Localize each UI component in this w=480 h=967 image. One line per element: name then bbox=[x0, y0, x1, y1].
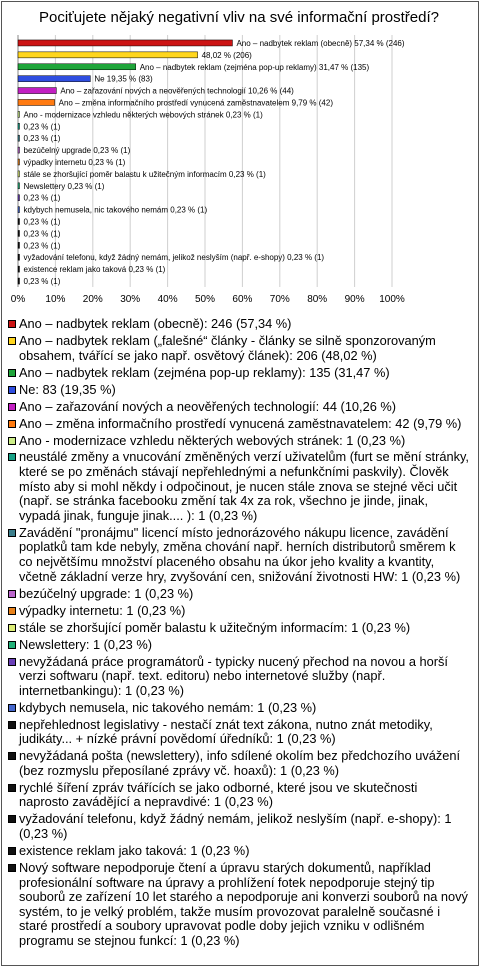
legend-swatch bbox=[8, 437, 16, 445]
legend-text: Ano – změna informačního prostředí vynucená zaměstnavatelem: 42 (9,79 %) bbox=[19, 415, 462, 431]
bar-label: 48,02 % (206) bbox=[201, 50, 252, 60]
x-tick-label: 10% bbox=[45, 294, 66, 305]
bar-label: stále se zhoršující poměr balastu k užitečným informacím 0,23 % (1) bbox=[23, 169, 266, 179]
legend-text: Ano – zařazování nových a neověřených technologií: 44 (10,26 %) bbox=[19, 398, 397, 414]
x-tick-label: 20% bbox=[82, 294, 103, 305]
bar bbox=[18, 171, 20, 177]
legend-item bbox=[8, 383, 470, 398]
bar-label: kdybych nemusela, nic takového nemám 0,23 % (1) bbox=[23, 205, 208, 215]
bar bbox=[18, 135, 20, 141]
bar-label: Ne 19,35 % (83) bbox=[94, 74, 153, 84]
legend-swatch bbox=[8, 320, 16, 328]
bar bbox=[18, 64, 136, 70]
legend-swatch bbox=[8, 607, 16, 615]
bar-label: 0,23 % (1) bbox=[23, 122, 61, 132]
bar-label: Ano - modernizace vzhledu některých webových stránek 0,23 % (1) bbox=[23, 110, 263, 120]
legend-item bbox=[8, 718, 470, 747]
chart-title: Pociťujete nějaký negativní vliv na své informační prostředí? bbox=[39, 9, 439, 26]
x-tick-label: 30% bbox=[120, 294, 141, 305]
x-tick-label: 0% bbox=[10, 294, 26, 305]
bar-label: Ano – nadbytek reklam (zejména pop-up reklamy) 31,47 % (135) bbox=[139, 62, 370, 72]
chart-legend bbox=[8, 317, 470, 951]
bar-label: Ano – nadbytek reklam (obecně) 57,34 % (246) bbox=[236, 38, 405, 48]
bar bbox=[18, 52, 198, 58]
bar bbox=[18, 159, 20, 165]
bar bbox=[18, 207, 20, 213]
bar bbox=[18, 219, 20, 225]
legend-text: vyžadování telefonu, když žádný nemám, jelikož neslyším (např. e-shopy): 1 (0,23 %) bbox=[19, 811, 452, 842]
bar-label: výpadky internetu 0,23 % (1) bbox=[23, 158, 126, 167]
legend-item bbox=[8, 334, 470, 363]
bar bbox=[18, 183, 20, 189]
bar-label: 0,23 % (1) bbox=[23, 241, 61, 251]
legend-swatch bbox=[8, 721, 16, 729]
legend-text: výpadky internetu: 1 (0,23 %) bbox=[19, 602, 186, 618]
bar bbox=[18, 230, 20, 236]
bar-label: Ano – změna informačního prostředí vynucená zaměstnavatelem 9,79 % (42) bbox=[58, 98, 333, 108]
bar-label: 0,23 % (1) bbox=[23, 134, 61, 144]
legend-swatch bbox=[8, 420, 16, 428]
legend-swatch bbox=[8, 784, 16, 792]
legend-item bbox=[8, 317, 470, 332]
legend-swatch bbox=[8, 529, 16, 537]
bar bbox=[18, 266, 20, 272]
legend-swatch bbox=[8, 815, 16, 823]
legend-item bbox=[8, 434, 470, 449]
legend-swatch bbox=[8, 624, 16, 632]
bar bbox=[18, 111, 20, 117]
bar-label: Newslettery 0,23 % (1) bbox=[23, 181, 105, 191]
legend-text: bezúčelný upgrade: 1 (0,23 %) bbox=[19, 585, 194, 601]
bar-label: 0,23 % (1) bbox=[23, 229, 61, 239]
bar bbox=[18, 242, 20, 248]
legend-text: stále se zhoršující poměr balastu k užitečným informacím: 1 (0,23 %) bbox=[19, 619, 411, 635]
legend-swatch bbox=[8, 864, 16, 872]
x-tick-label: 80% bbox=[307, 294, 328, 305]
bar bbox=[18, 88, 56, 94]
legend-swatch bbox=[8, 590, 16, 598]
legend-text: nevyžádaná práce programátorů - typicky nucený přechod na novou a horší verzi softwaru (např. text. editoru) nebo internetové služby (např. internetbankingu): 1 (0,23 %) bbox=[19, 653, 448, 698]
legend-item bbox=[8, 844, 470, 859]
legend-swatch bbox=[8, 369, 16, 377]
legend-item bbox=[8, 400, 470, 415]
legend-item bbox=[8, 781, 470, 810]
legend-item bbox=[8, 861, 470, 949]
bar bbox=[18, 76, 90, 82]
bar bbox=[18, 99, 55, 105]
bar bbox=[18, 254, 20, 260]
bar bbox=[18, 278, 20, 284]
legend-swatch bbox=[8, 752, 16, 760]
bar bbox=[18, 40, 232, 46]
legend-item bbox=[8, 604, 470, 619]
bar-label: Ano – zařazování nových a neověřených technologií 10,26 % (44) bbox=[60, 86, 294, 96]
x-tick-label: 60% bbox=[232, 294, 253, 305]
legend-item bbox=[8, 749, 470, 778]
legend-swatch bbox=[8, 386, 16, 394]
bar-label: 0,23 % (1) bbox=[23, 217, 61, 227]
x-tick-label: 70% bbox=[269, 294, 290, 305]
bar-chart bbox=[0, 0, 480, 310]
legend-item bbox=[8, 450, 470, 523]
legend-item bbox=[8, 621, 470, 636]
legend-swatch bbox=[8, 641, 16, 649]
bar-label: vyžadování telefonu, když žádný nemám, jelikož neslyším (např. e-shopy) 0,23 % (1) bbox=[23, 253, 325, 263]
bar-label: bezúčelný upgrade 0,23 % (1) bbox=[23, 146, 131, 156]
bar bbox=[18, 147, 20, 153]
legend-swatch bbox=[8, 658, 16, 666]
legend-text: Newslettery: 1 (0,23 %) bbox=[19, 636, 152, 652]
legend-item bbox=[8, 655, 470, 699]
legend-item bbox=[8, 638, 470, 653]
legend-item bbox=[8, 587, 470, 602]
legend-item bbox=[8, 417, 470, 432]
x-tick-label: 40% bbox=[157, 294, 178, 305]
bar-label: existence reklam jako taková 0,23 % (1) bbox=[23, 265, 166, 275]
x-tick-label: 100% bbox=[379, 294, 405, 305]
legend-item bbox=[8, 366, 470, 381]
legend-text: neustálé změny a vnucování změněných verzí uživatelům (furt se mění stránky, které se po změnách stávají nepřehlednými a nefunkčními paskvily). Člověk místo aby si mohl někdy i odpočinout, je nucen stále znova se stejné věci učit (např. se stránka facebooku změní tak 4x za rok, všechno je jinde, jinak, vypadá jinak, funguje jinak.... ): 1 (0,23 %) bbox=[19, 449, 469, 523]
bar-label: 0,23 % (1) bbox=[23, 193, 61, 203]
legend-item bbox=[8, 526, 470, 584]
legend-text: Nový software nepodporuje čtení a úpravu starých dokumentů, například profesionální software na úpravy a prohlížení fotek nepodporuje stejný tip souborů ze zařízení 10 let starého a nepodporuje ani konverzi souborů na nový systém, to je velký problém, takže musím provozovat paralelně současné i staré prostředí a soubory upravovat podle doby jejich vzniku v odlišném programu se stejnou funkcí: 1 (0,23 %) bbox=[19, 860, 468, 948]
legend-text: Ano – nadbytek reklam (obecně): 246 (57,34 %) bbox=[19, 316, 292, 331]
legend-text: Ne: 83 (19,35 %) bbox=[19, 381, 116, 397]
legend-swatch bbox=[8, 453, 16, 461]
legend-text: nevyžádaná pošta (newslettery), info sdílené okolím bez předchozího uvážení (bez rozmyslu přeposílané zprávy vč. hoaxů): 1 (0,23 %) bbox=[19, 748, 461, 778]
legend-text: Ano – nadbytek reklam („falešné“ články - články se silně sponzorovaným obsahem, tvářící se jako např. osvětový článek): 206 (48,02 %) bbox=[19, 332, 436, 363]
legend-item bbox=[8, 812, 470, 841]
legend-text: Ano – nadbytek reklam (zejména pop-up reklamy): 135 (31,47 %) bbox=[19, 364, 390, 380]
legend-swatch bbox=[8, 337, 16, 345]
legend-text: kdybych nemusela, nic takového nemám: 1 (0,23 %) bbox=[19, 699, 317, 715]
legend-text: Ano - modernizace vzhledu některých webových stránek: 1 (0,23 %) bbox=[19, 432, 406, 448]
bar-label: 0,23 % (1) bbox=[23, 277, 61, 287]
x-tick-label: 50% bbox=[194, 294, 216, 305]
legend-text: Zavádění "pronájmu" licencí místo jednorázového nákupu licence, zavádění poplatků tam kde nebyly, změna chování např. herních distributorů směrem k co největšímu množství placeného obsahu na úkor jeho kvality a kvantity, včetně základní verze hry, zvyšování cen, snižování životnosti HW: 1 (0,23 %) bbox=[19, 524, 461, 584]
legend-item bbox=[8, 701, 470, 716]
legend-swatch bbox=[8, 403, 16, 411]
legend-swatch bbox=[8, 847, 16, 855]
bar bbox=[18, 123, 20, 129]
x-tick-label: 90% bbox=[344, 294, 365, 305]
legend-text: existence reklam jako taková: 1 (0,23 %) bbox=[19, 843, 250, 859]
legend-text: nepřehlednost legislativy - nestačí znát text zákona, nutno znát metodiky, judikáty... + nízké právní povědomí úředníků: 1 (0,23 %) bbox=[19, 716, 433, 747]
legend-swatch bbox=[8, 704, 16, 712]
legend-text: rychlé šíření zpráv tvářících se jako odborné, které jsou ve skutečnosti naprosto zavádějící a nepravdivé: 1 (0,23 %) bbox=[19, 779, 418, 810]
bar bbox=[18, 195, 20, 201]
